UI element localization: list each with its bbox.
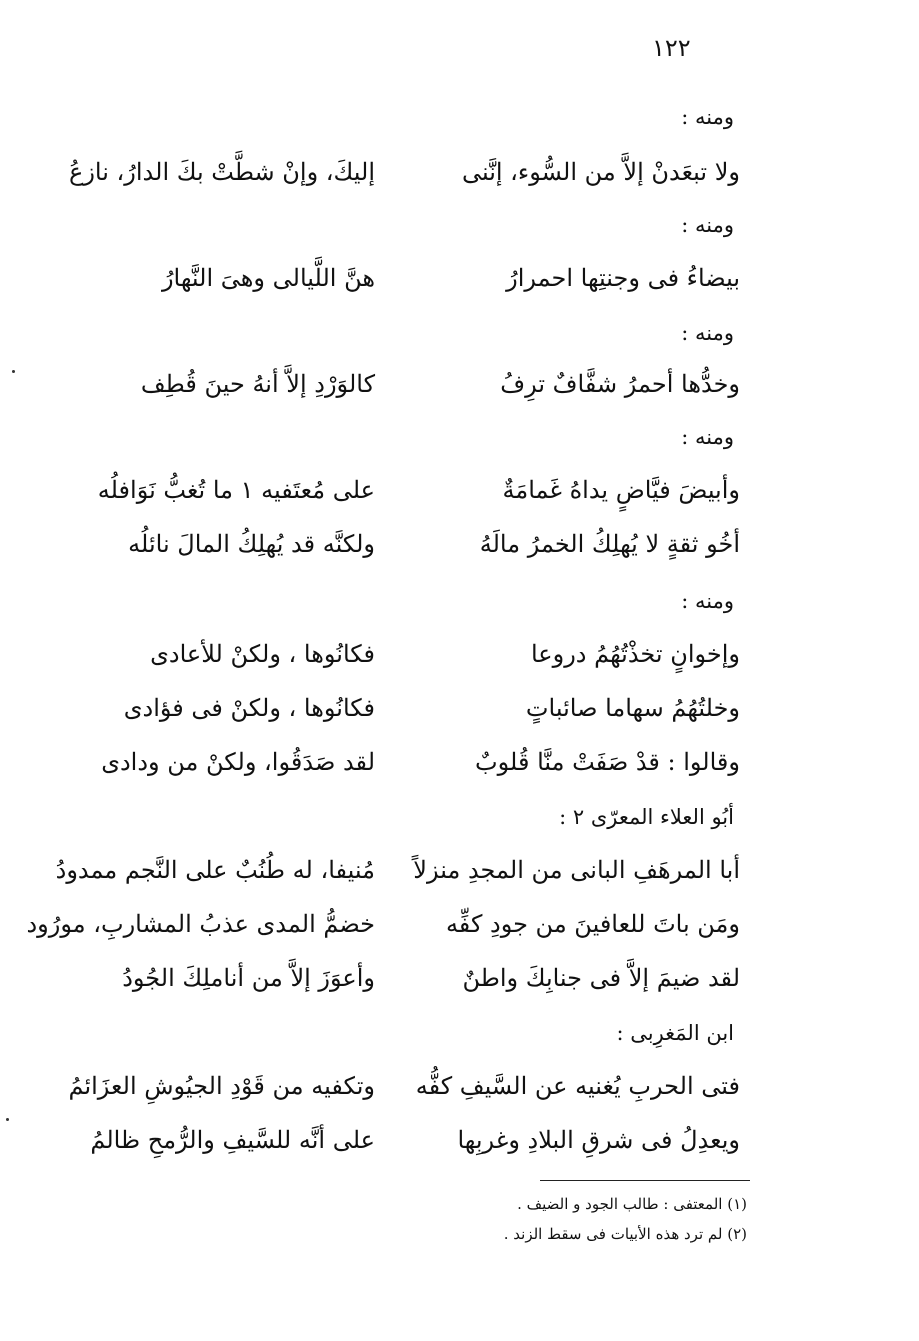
verse-line [68,1064,740,1108]
intro-heading: ابن المَغرِبى : [616,1021,734,1045]
verse-second-hemistich: وأعوَزَ إلاَّ من أناملِكَ الجُودُ [122,964,375,992]
verse-second-hemistich: إليكَ، وإنْ شطَّتْ بكَ الدارُ، نازعُ [69,158,375,186]
verse-line [80,686,740,730]
footnote: (١) المعتفى : طالب الجود و الضيف . [517,1195,747,1213]
intro-heading: ومنه : [681,425,734,449]
verse-second-hemistich: مُنيفا، له طُنُبٌ على النَّجم ممدودُ [55,856,375,884]
verse-first-hemistich: فتى الحربِ يُغنيه عن السَّيفِ كفُّه [415,1072,740,1100]
verse-line [55,848,740,892]
scan-speck [6,1118,9,1121]
verse-second-hemistich: على أنَّه للسَّيفِ والرُّمحِ ظالمُ [90,1126,375,1154]
verse-first-hemistich: وأبيضَ فيَّاضٍ يداهُ غَمامَةٌ [502,476,740,504]
verse-first-hemistich: وإخوانٍ تخذْتُهُمُ دروعا [530,640,740,668]
verse-first-hemistich: بيضاءُ فى وجنتِها احمرارُ [506,264,740,292]
verse-line [80,256,740,300]
verse-line [80,1118,740,1162]
verse-line [80,956,740,1000]
verse-first-hemistich: وقالوا : قدْ صَفَتْ منَّا قُلوبٌ [475,748,740,776]
verse-first-hemistich: وخدُّها أحمرُ شفَّافٌ ترِفُ [500,370,740,398]
verse-first-hemistich: ولا تبعَدنْ إلاَّ من السُّوء، إنَّنى [461,158,740,186]
verse-line [26,902,740,946]
verse-second-hemistich: وتكفيه من قَوْدِ الجيُوشِ العزَائمُ [68,1072,375,1100]
verse-first-hemistich: أبا المرهَفِ البانى من المجدِ منزلاً [413,856,740,884]
verse-line [80,740,740,784]
verse-line [80,362,740,406]
verse-second-hemistich: لقد صَدَقُوا، ولكنْ من ودادى [101,748,375,776]
verse-line [80,468,740,512]
verse-second-hemistich: فكانُوها ، ولكنْ فى فؤادى [123,694,375,722]
verse-first-hemistich: ومَن باتَ للعافينَ من جودِ كفِّه [445,910,740,938]
verse-second-hemistich: ولكنَّه قد يُهلِكُ المالَ نائلُه [128,530,375,558]
verse-first-hemistich: لقد ضيمَ إلاَّ فى جنابِكَ واطنٌ [462,964,740,992]
scan-speck [12,370,15,373]
verse-line [80,632,740,676]
verse-line [80,522,740,566]
verse-first-hemistich: ويعدِلُ فى شرقِ البلادِ وغربِها [457,1126,740,1154]
intro-heading: ومنه : [681,105,734,129]
verse-second-hemistich: كالوَرْدِ إلاَّ أنهُ حينَ قُطِف [140,370,375,398]
intro-heading: ومنه : [681,213,734,237]
page-number: ١٢٢ [652,34,691,62]
intro-heading: أبُو العلاء المعرّى ٢ : [559,805,734,829]
verse-line [69,150,740,194]
verse-first-hemistich: وخلتُهُمُ سهاما صائباتٍ [525,694,740,722]
verse-second-hemistich: على مُعتَفيه ١ ما تُغبُّ نَوَافلُه [97,476,375,504]
footnote-divider [540,1180,750,1181]
verse-first-hemistich: أخُو ثقةٍ لا يُهلِكُ الخمرُ مالَهُ [479,530,740,558]
verse-second-hemistich: خضمُّ المدى عذبُ المشاربِ، مورُود [26,910,375,938]
intro-heading: ومنه : [681,589,734,613]
intro-heading: ومنه : [681,321,734,345]
verse-second-hemistich: هنَّ اللَّيالى وهىَ النَّهارُ [161,264,375,292]
footnote: (٢) لم ترد هذه الأبيات فى سقط الزند . [503,1225,747,1243]
verse-second-hemistich: فكانُوها ، ولكنْ للأعادى [150,640,375,668]
